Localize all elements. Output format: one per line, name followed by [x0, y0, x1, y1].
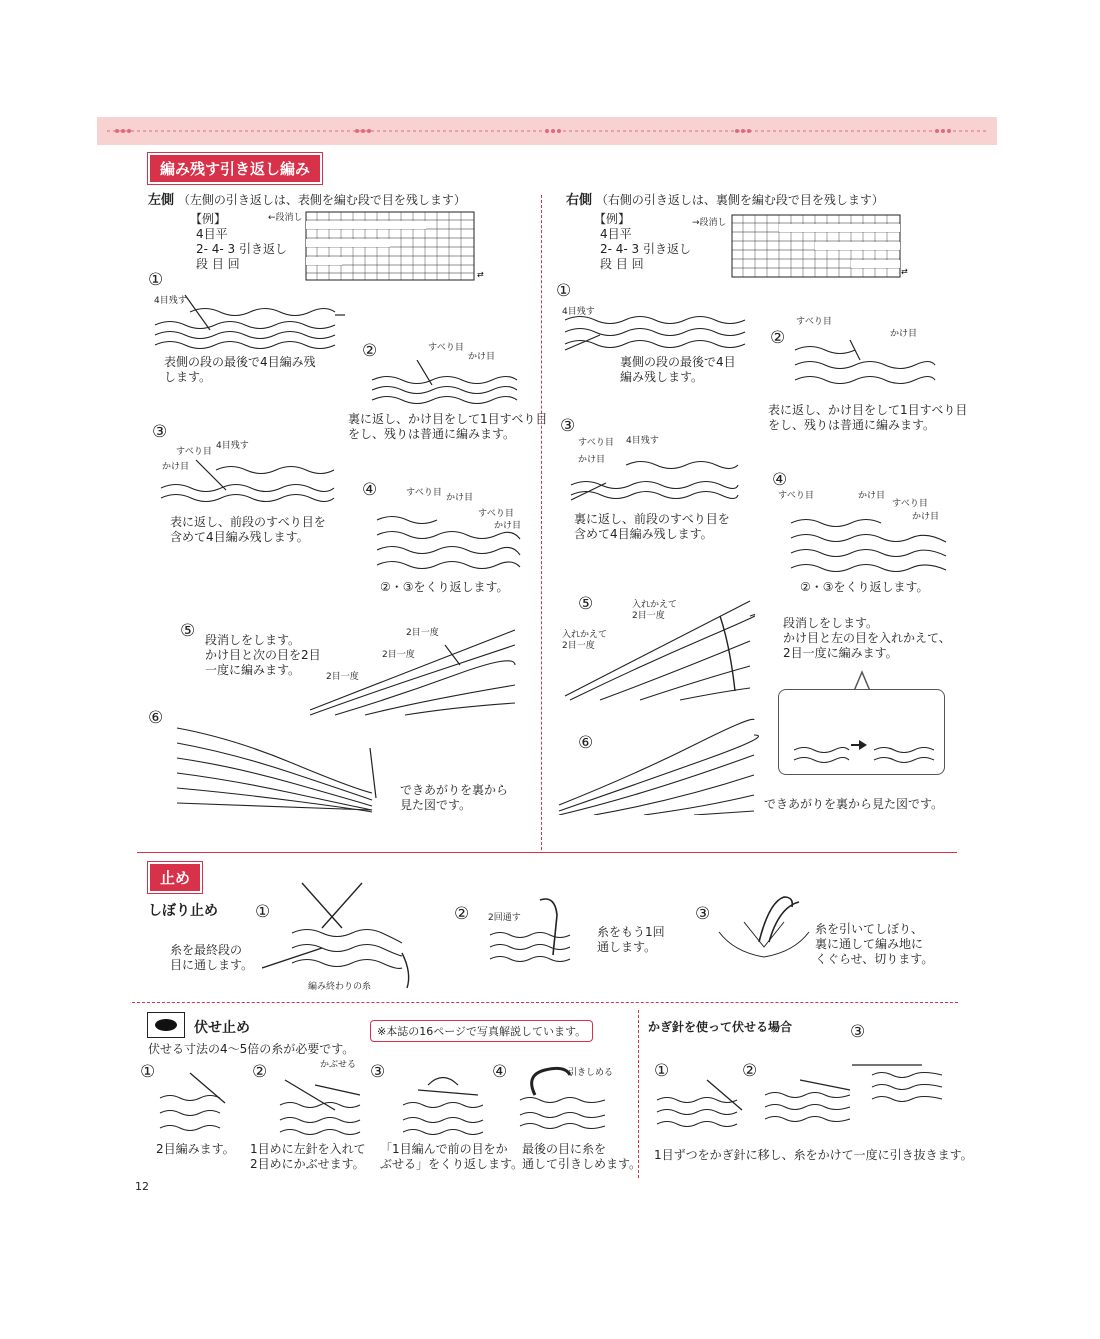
step-text [597, 925, 665, 955]
step-tag: かけ目 [162, 462, 190, 472]
knitting-illustration [150, 290, 345, 350]
example-line: 2- 4- 3 引き返し [196, 242, 288, 256]
right-side-title: 右側 [566, 193, 593, 208]
knitting-illustration [652, 1070, 747, 1130]
knitting-illustration [760, 1065, 855, 1125]
step-tag: すべり目 [796, 317, 832, 327]
text-line: 裏側の段の最後で4目 [620, 355, 736, 369]
svg-text:⇄: ⇄ [477, 270, 484, 279]
step-number: ① [148, 270, 164, 290]
text-line: かけ目と左の目を入れかえて、 [783, 631, 951, 645]
shibori-title: しぼり止め [148, 903, 218, 919]
step-tag: 4目残す [562, 307, 595, 317]
text-line: 含めて4目編み残します。 [170, 530, 309, 544]
step-number: ⑤ [578, 594, 594, 614]
step-tag: 4目残す [626, 436, 659, 446]
crochet-title: かぎ針を使って伏せる場合 [648, 1020, 793, 1034]
step-number: ② [770, 328, 786, 348]
step-tag: 2目一度 [562, 641, 595, 651]
text-line: 表に返し、かけ目をして1目すべり目 [768, 403, 968, 417]
left-pattern-chart [305, 211, 485, 283]
step-tag: すべり目 [892, 499, 928, 509]
step-text [170, 515, 326, 545]
text-line: 2目めにかぶせます。 [250, 1157, 365, 1171]
step-tag: すべり目 [778, 491, 814, 501]
text-line: をし、残りは普通に編みます。 [768, 418, 936, 432]
left-side-header [148, 193, 466, 208]
step-number: ③ [560, 416, 576, 436]
reference-note: ※本誌の16ページで写真解説しています。 [370, 1020, 593, 1042]
text-line: 通します。 [597, 940, 657, 954]
text-line: 2目一度に編みます。 [783, 646, 898, 660]
step-text [250, 1142, 366, 1172]
step-tag: 4目残す [154, 296, 187, 306]
header-band [97, 117, 997, 145]
step-text [574, 512, 730, 542]
knitting-illustration [554, 715, 759, 815]
step-text [348, 412, 547, 442]
example-line: 4目平 [196, 227, 228, 241]
step-number: ② [362, 341, 378, 361]
section-title-short-rows: 編み残す引き返し編み [148, 153, 322, 184]
knitting-illustration [714, 892, 814, 962]
step-tag: かけ目 [890, 329, 918, 339]
step-number: ③ [850, 1022, 866, 1042]
example-line: 【例】 [190, 212, 227, 226]
step-tag: 2回通す [488, 913, 521, 923]
swap-method-bubble [778, 689, 945, 775]
step-tag: かけ目 [494, 521, 522, 531]
dotted-ornament [97, 117, 997, 145]
step-tag: かけ目 [912, 512, 940, 522]
step-number: ③ [695, 904, 711, 924]
step-text [620, 355, 736, 385]
text-line: 段消しをします。 [205, 633, 301, 647]
step-tag: かけ目 [446, 493, 474, 503]
crochet-text: 1目ずつをかぎ針に移し、糸をかけて一度に引き抜きます。 [654, 1148, 973, 1162]
knitting-illustration [560, 596, 755, 706]
step-tag: 2目一度 [326, 672, 359, 682]
knitting-illustration [362, 360, 522, 410]
right-side-header [566, 193, 884, 208]
step-tag: すべり目 [478, 509, 514, 519]
step-text: 2目編みます。 [156, 1142, 235, 1156]
text-line: 糸をもう1回 [597, 925, 665, 939]
example-line: 【例】 [594, 212, 631, 226]
text-line: くぐらせ、切ります。 [815, 952, 934, 966]
step-number: ④ [772, 470, 788, 490]
step-tag: かぶせる [320, 1060, 357, 1070]
step-text [400, 783, 508, 813]
step-text [205, 633, 321, 678]
step-text [783, 616, 951, 661]
knitting-illustration [398, 1070, 488, 1140]
left-side-title: 左側 [148, 193, 175, 208]
knitting-illustration [786, 508, 951, 576]
right-chart-label: →段消し [692, 218, 727, 228]
knitting-illustration [155, 1068, 235, 1138]
step-tag: かけ目 [858, 491, 886, 501]
svg-text:⇄: ⇄ [901, 267, 908, 276]
example-line: 2- 4- 3 引き返し [600, 242, 692, 256]
step-number: ③ [370, 1062, 386, 1082]
step-number: ⑥ [578, 733, 594, 753]
step-tag: すべり目 [406, 488, 442, 498]
step-text [164, 355, 316, 385]
text-line: 「1目編んで前の目をか [380, 1142, 508, 1156]
step-text: できあがりを裏から見た図です。 [764, 797, 944, 811]
right-pattern-chart [731, 214, 911, 280]
knitting-illustration [172, 718, 384, 813]
column-divider [541, 195, 542, 850]
section-divider [137, 852, 957, 853]
example-line: 段 目 回 [196, 257, 240, 271]
step-tag: 4目残す [216, 441, 249, 451]
step-number: ② [742, 1061, 758, 1081]
section-divider [132, 1002, 958, 1003]
knitting-illustration [789, 720, 939, 764]
text-line: 糸を最終段の [170, 943, 243, 957]
text-line: 裏に返し、前段のすべり目を [574, 512, 730, 526]
step-number: ② [252, 1062, 268, 1082]
fuse-intro: 伏せる寸法の4〜5倍の糸が必要です。 [148, 1042, 355, 1056]
step-tag: すべり目 [428, 343, 464, 353]
text-line: 目に通します。 [170, 958, 254, 972]
text-line: 表に返し、前段のすべり目を [170, 515, 326, 529]
step-text [768, 403, 967, 433]
text-line: をし、残りは普通に編みます。 [348, 427, 516, 441]
step-number: ④ [362, 480, 378, 500]
right-side-note: （右側の引き返しは、裏側を編む段で目を残します） [595, 193, 884, 207]
knitting-illustration [790, 335, 940, 390]
step-tag: 2目一度 [406, 628, 439, 638]
step-tag: 入れかえて [562, 630, 608, 640]
text-line: できあがりを裏から [400, 783, 509, 797]
step-number: ① [140, 1062, 156, 1082]
step-number: ⑥ [148, 708, 164, 728]
text-line: ぶせる」をくり返します。 [380, 1157, 524, 1171]
text-line: します。 [164, 370, 212, 384]
step-number: ① [255, 902, 271, 922]
text-line: 表側の段の最後で4目編み残 [164, 355, 316, 369]
step-number: ① [556, 281, 572, 301]
step-tag: 編み終わりの糸 [308, 982, 372, 992]
text-line: 糸を引いてしぼり、 [815, 922, 924, 936]
section-title-bind-off: 止め [148, 862, 202, 893]
step-tag: 2目一度 [382, 650, 415, 660]
step-text [815, 922, 933, 967]
text-line: 裏に返し、かけ目をして1目すべり目 [348, 412, 548, 426]
text-line: 段消しをします。 [783, 616, 879, 630]
left-side-note: （左側の引き返しは、表側を編む段で目を残します） [177, 193, 466, 207]
text-line: 見た図です。 [400, 798, 472, 812]
step-tag: すべり目 [176, 447, 212, 457]
step-text: ②・③をくり返します。 [380, 580, 509, 594]
knitting-illustration [852, 1045, 947, 1110]
text-line: 最後の目に糸を [522, 1142, 607, 1156]
text-line: 編み残します。 [620, 370, 704, 384]
text-line: 含めて4目編み残します。 [574, 527, 713, 541]
step-tag: すべり目 [578, 438, 614, 448]
step-text [522, 1142, 641, 1172]
step-tag: 引きしめる [568, 1068, 614, 1078]
knitting-illustration [566, 445, 741, 505]
step-text [170, 943, 253, 973]
step-number: ④ [492, 1062, 508, 1082]
text-line: 1目めに左針を入れて [250, 1142, 366, 1156]
page-number: 12 [135, 1180, 149, 1193]
knitting-illustration [275, 1070, 365, 1140]
text-line: 通して引きしめます。 [522, 1157, 642, 1171]
step-number: ⑤ [180, 621, 196, 641]
knitting-illustration [156, 450, 336, 510]
step-text [380, 1142, 523, 1172]
column-divider [638, 1010, 639, 1178]
right-example [594, 212, 691, 272]
knitting-illustration [262, 878, 422, 993]
left-chart-label: ←段消し [268, 213, 303, 223]
text-line: 一度に編みます。 [205, 663, 301, 677]
knitting-illustration [560, 300, 750, 355]
knitting-illustration [372, 505, 522, 575]
knitting-illustration [485, 895, 575, 975]
step-text: ②・③をくり返します。 [800, 580, 929, 594]
example-line: 段 目 回 [600, 257, 644, 271]
step-tag: かけ目 [468, 352, 496, 362]
step-tag: 入れかえて [632, 600, 678, 610]
fuse-title: 伏せ止め [194, 1020, 250, 1036]
step-tag: かけ目 [578, 455, 606, 465]
knitting-illustration [515, 1060, 610, 1130]
step-tag: 2目一度 [632, 611, 665, 621]
text-line: 裏に通して編み地に [815, 937, 924, 951]
step-number: ③ [152, 422, 168, 442]
knitting-illustration [305, 625, 520, 720]
text-line: かけ目と次の目を2目 [205, 648, 321, 662]
step-number: ② [454, 904, 470, 924]
step-number: ① [654, 1061, 670, 1081]
oval-icon [155, 1019, 177, 1031]
example-line: 4目平 [600, 227, 632, 241]
bind-off-icon-box [147, 1012, 185, 1038]
